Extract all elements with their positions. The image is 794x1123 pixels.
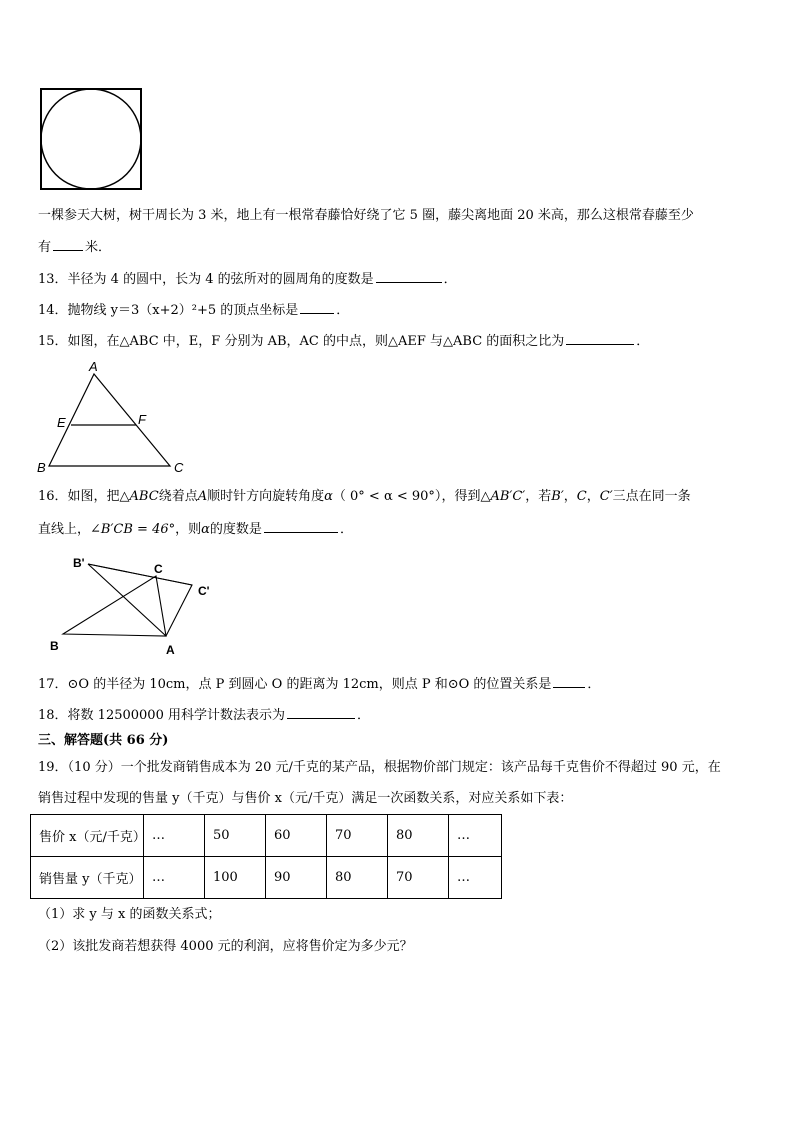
price-sales-table xyxy=(30,814,502,899)
table-cell: 100 xyxy=(205,857,266,899)
q18-text: 18．将数 12500000 用科学计数法表示为 xyxy=(38,708,285,723)
question-14 xyxy=(38,301,349,321)
rotation-figure xyxy=(46,554,226,660)
table-cell: 50 xyxy=(205,815,266,857)
table-cell: … xyxy=(449,857,502,899)
square-circle-figure xyxy=(38,86,144,192)
answer-blank-14 xyxy=(300,301,334,314)
label-b: B xyxy=(50,639,59,653)
table-row xyxy=(31,815,502,857)
q14-text: 14．抛物线 y＝3（x+2）²+5 的顶点坐标是 xyxy=(38,303,299,318)
question-16-line2 xyxy=(38,520,353,540)
q17-end: ． xyxy=(587,677,601,692)
table-cell: 80 xyxy=(327,857,388,899)
q16-point: A xyxy=(197,489,208,504)
table-cell: 60 xyxy=(266,815,327,857)
q16-alpha: α xyxy=(324,489,333,504)
q15-end: ． xyxy=(636,334,650,349)
table-cell: 70 xyxy=(327,815,388,857)
triangle-abc xyxy=(49,374,170,466)
question-19-line2: 销售过程中发现的售量 y（千克）与售价 x（元/千克）满足一次函数关系，对应关系如下表： xyxy=(38,791,573,806)
table-cell: 70 xyxy=(388,857,449,899)
label-a: A xyxy=(166,643,175,657)
table-cell: 90 xyxy=(266,857,327,899)
question-18 xyxy=(38,706,370,726)
question-17 xyxy=(38,675,600,695)
answer-blank-16 xyxy=(264,520,338,533)
table-header-cell: 销售量 y（千克） xyxy=(31,857,144,899)
question-19-sub2: （2）该批发商若想获得 4000 元的利润，应将售价定为多少元？ xyxy=(38,939,413,954)
q16-sep2: ， xyxy=(586,489,600,504)
q16-text-g: 直线上， xyxy=(38,522,91,537)
label-e: E xyxy=(57,415,66,430)
q16-c: C xyxy=(576,489,587,504)
q16-sep1: ， xyxy=(563,489,577,504)
q16-angle: ∠B′CB = 46° xyxy=(90,522,176,537)
q16-end: ． xyxy=(339,522,353,537)
question-12-line1: 一棵参天大树，树干周长为 3 米，地上有一根常春藤恰好绕了它 5 圈，藤尖离地面 20 米高，那么这根常春藤至少 xyxy=(38,208,694,223)
label-c: C xyxy=(154,562,163,576)
question-12-line2 xyxy=(38,238,111,258)
question-13 xyxy=(38,270,457,290)
table-header-cell: 售价 x（元/千克） xyxy=(31,815,144,857)
label-c: C xyxy=(174,460,184,475)
q13-end: ． xyxy=(443,272,457,287)
q16-text-e: ，若 xyxy=(525,489,552,504)
label-b: B xyxy=(37,460,46,475)
table-cell: … xyxy=(449,815,502,857)
q16-text-a: 16．如图，把 xyxy=(38,489,120,504)
table-cell: … xyxy=(144,857,205,899)
triangle-abc xyxy=(63,576,166,636)
question-16-line1 xyxy=(38,487,691,507)
label-c1: C' xyxy=(198,584,210,598)
q17-text: 17．⊙O 的半径为 10cm，点 P 到圆心 O 的距离为 12cm，则点 P 和⊙O 的位置关系是 xyxy=(38,677,552,692)
q16-c1: C′ xyxy=(599,489,613,504)
q16-text-d: ，得到 xyxy=(441,489,481,504)
table-cell: … xyxy=(144,815,205,857)
q12-text-a: 有 xyxy=(38,240,52,255)
q16-triangle2: △AB′C′ xyxy=(480,489,526,504)
answer-blank-17 xyxy=(553,675,585,688)
table-cell: 80 xyxy=(388,815,449,857)
q16-text-i: 的度数是 xyxy=(209,522,262,537)
q15-text: 15．如图，在△ABC 中，E，F 分别为 AB，AC 的中点，则△AEF 与△ABC 的面积之比为 xyxy=(38,334,565,349)
q16-text-c: 顺时针方向旋转角度 xyxy=(207,489,325,504)
q16-text-b: 绕着点 xyxy=(158,489,198,504)
label-b1: B' xyxy=(73,556,85,570)
section-heading: 三、解答题(共 66 分) xyxy=(38,733,169,748)
question-19-line1: 19．（10 分）一个批发商销售成本为 20 元/千克的某产品，根据物价部门规定：该产品每千克售价不得超过 90 元，在 xyxy=(38,760,721,775)
q16-text-f: 三点在同一条 xyxy=(612,489,691,504)
answer-blank-12 xyxy=(53,238,83,251)
q16-range: （ 0° < α < 90°） xyxy=(332,489,442,504)
q12-text-b: 米． xyxy=(85,240,112,255)
q16-b1: B′ xyxy=(551,489,564,504)
q16-alpha2: α xyxy=(201,522,210,537)
label-a: A xyxy=(89,360,98,374)
answer-blank-18 xyxy=(287,706,355,719)
triangle-aef-figure xyxy=(34,360,194,478)
q18-end: ． xyxy=(356,708,370,723)
question-15 xyxy=(38,332,649,352)
segment-b1c1 xyxy=(88,564,192,585)
question-19-sub1: （1）求 y 与 x 的函数关系式； xyxy=(38,907,221,922)
label-f: F xyxy=(138,412,146,427)
table-row xyxy=(31,857,502,899)
q13-text: 13．半径为 4 的圆中，长为 4 的弦所对的圆周角的度数是 xyxy=(38,272,374,287)
inscribed-circle xyxy=(41,89,141,189)
q16-text-h: ，则 xyxy=(175,522,202,537)
answer-blank-13 xyxy=(376,270,442,283)
answer-blank-15 xyxy=(566,332,634,345)
q14-end: ． xyxy=(336,303,350,318)
q16-triangle: △ABC xyxy=(119,489,159,504)
